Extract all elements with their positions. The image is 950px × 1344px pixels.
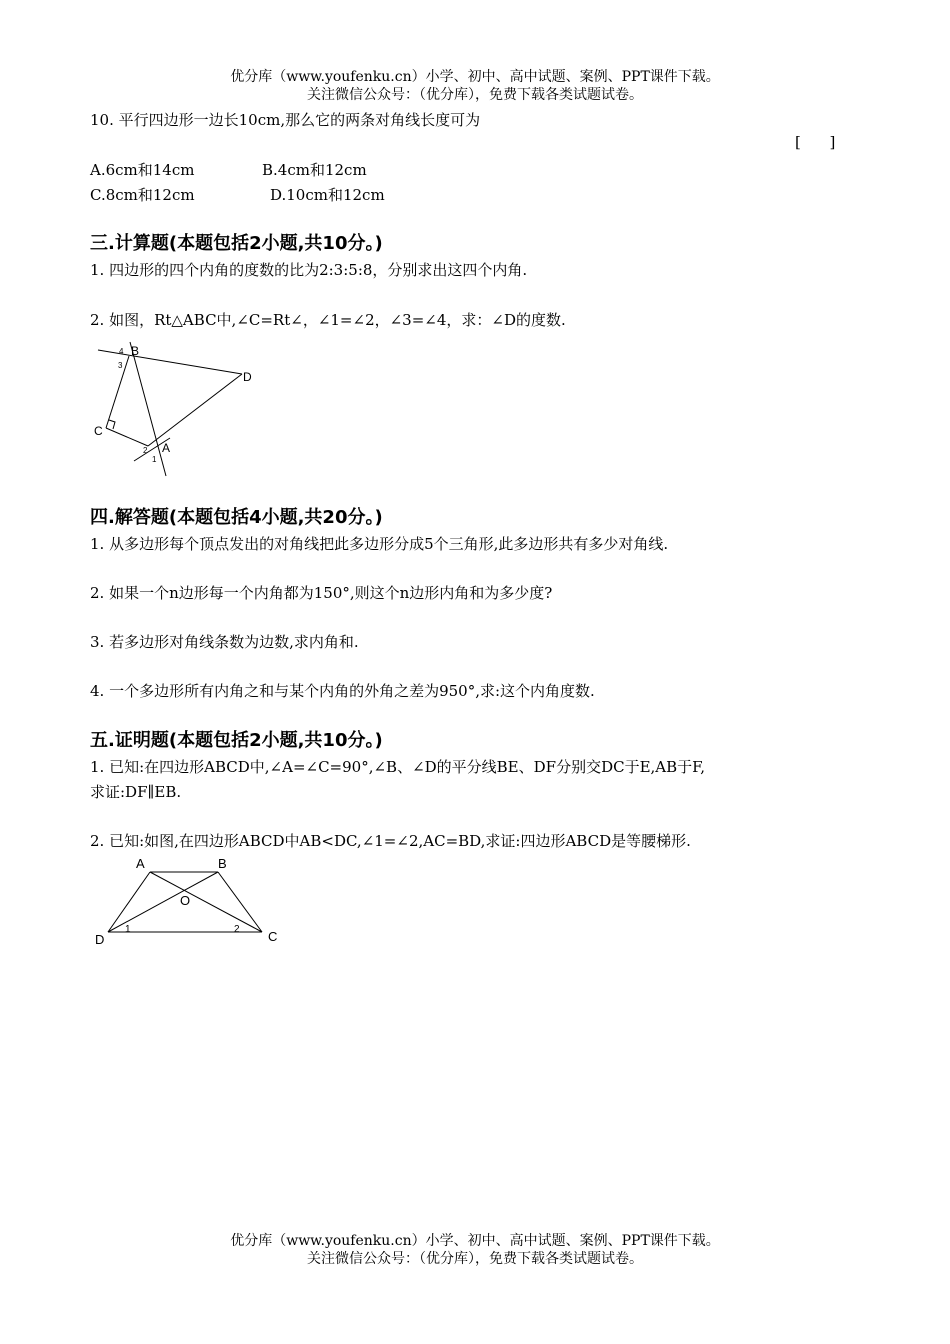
page-header xyxy=(0,68,950,104)
label-c: C xyxy=(94,424,103,438)
label-a: A xyxy=(162,441,171,455)
footer-line-2: 关注微信公众号：（优分库），免费下载各类试题试卷。 xyxy=(307,1251,643,1267)
page-footer xyxy=(0,1232,950,1268)
q10-option-c: C.8cm和12cm xyxy=(90,186,195,204)
section-4-question-2: 2. 如果一个n边形每一个内角都为150°,则这个n边形内角和为多少度? xyxy=(90,584,553,602)
label-b: B xyxy=(131,344,140,358)
label-a: A xyxy=(136,856,145,871)
label-b: B xyxy=(218,856,227,871)
segment-ad xyxy=(148,374,242,446)
q10-stem: 10. 平行四边形一边长10cm,那么它的两条对角线长度可为 xyxy=(90,111,481,129)
label-c: C xyxy=(268,929,278,944)
right-angle-mark xyxy=(109,420,115,429)
label-angle-3: 3 xyxy=(118,361,123,370)
label-angle-1: 1 xyxy=(152,455,157,464)
label-angle-1: 1 xyxy=(125,924,131,935)
q10-option-b: B.4cm和12cm xyxy=(262,161,367,179)
section-5-question-1-line-1: 1. 已知:在四边形ABCD中,∠A=∠C=90°,∠B、∠D的平分线BE、DF分别交DC于E,AB于F, xyxy=(90,758,705,776)
label-d: D xyxy=(243,370,252,384)
section-5-question-2: 2. 已知:如图,在四边形ABCD中AB<DC,∠1=∠2,AC=BD,求证:四边形ABCD是等腰梯形. xyxy=(90,832,691,850)
figure-trapezoid-abcd xyxy=(90,852,290,952)
section-4-question-1: 1. 从多边形每个顶点发出的对角线把此多边形分成5个三角形,此多边形共有多少对角线. xyxy=(90,535,669,553)
label-d: D xyxy=(95,932,105,947)
q10-option-a: A.6cm和14cm xyxy=(90,161,195,179)
figure-triangle-abc-d xyxy=(90,336,270,478)
q10-answer-bracket: [ ] xyxy=(795,133,836,151)
section-4-question-4: 4. 一个多边形所有内角之和与某个内角的外角之差为950°,求:这个内角度数. xyxy=(90,682,595,700)
header-line-2: 关注微信公众号：（优分库），免费下载各类试题试卷。 xyxy=(307,87,643,103)
line-through-b-a xyxy=(130,342,166,476)
segment-ad xyxy=(108,872,150,932)
label-angle-2: 2 xyxy=(143,446,148,455)
section-3-question-1: 1. 四边形的四个内角的度数的比为2:3:5:8，分别求出这四个内角. xyxy=(90,261,528,279)
section-3-title: 三.计算题(本题包括2小题,共10分。) xyxy=(90,233,383,254)
label-angle-4: 4 xyxy=(119,347,124,356)
section-5-question-1-line-2: 求证:DF∥EB. xyxy=(90,783,182,801)
footer-line-1: 优分库（www.youfenku.cn）小学、初中、高中试题、案例、PPT课件下载。 xyxy=(230,1233,720,1249)
segment-ca xyxy=(106,428,148,446)
diagonal-bd xyxy=(108,872,218,932)
diagonal-ac xyxy=(150,872,262,932)
section-4-title: 四.解答题(本题包括4小题,共20分。) xyxy=(90,507,383,528)
header-line-1: 优分库（www.youfenku.cn）小学、初中、高中试题、案例、PPT课件下载。 xyxy=(230,69,720,85)
q10-option-d: D.10cm和12cm xyxy=(270,186,385,204)
segment-bc xyxy=(218,872,262,932)
section-5-title: 五.证明题(本题包括2小题,共10分。) xyxy=(90,730,383,751)
label-o: O xyxy=(180,893,191,908)
label-angle-2: 2 xyxy=(234,924,240,935)
section-4-question-3: 3. 若多边形对角线条数为边数,求内角和. xyxy=(90,633,359,651)
section-3-question-2: 2. 如图，Rt△ABC中,∠C=Rt∠，∠1=∠2，∠3=∠4，求：∠D的度数. xyxy=(90,311,566,329)
